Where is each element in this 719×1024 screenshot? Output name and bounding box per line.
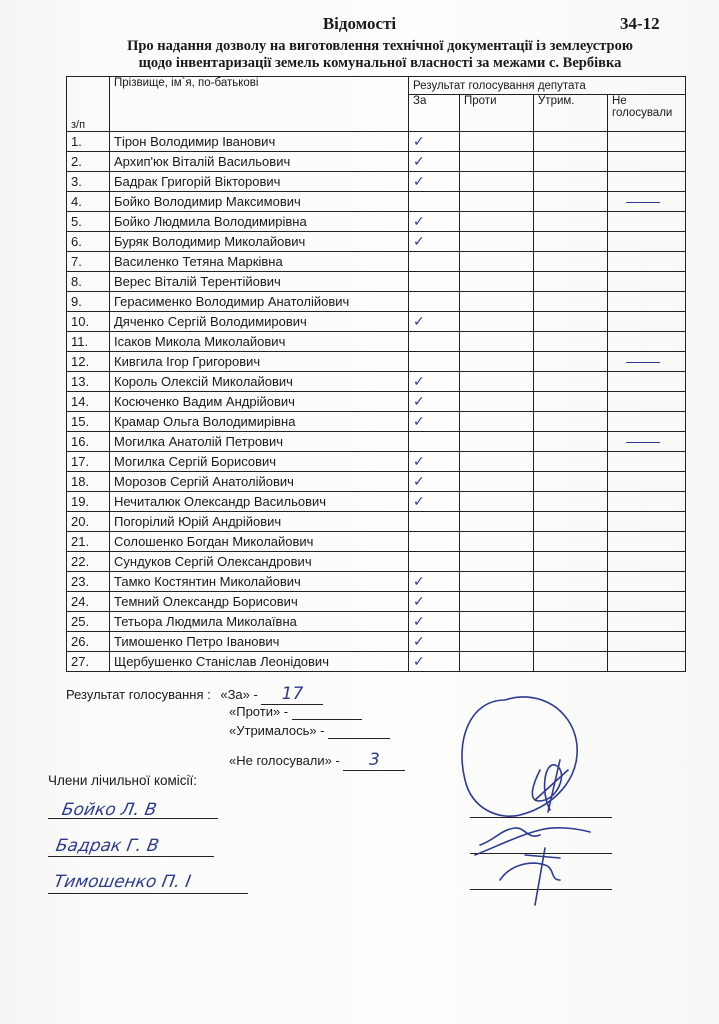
- row-name: Тетьора Людмила Миколаївна: [110, 612, 409, 632]
- row-number: 22.: [67, 552, 110, 572]
- check-mark-icon: ✓: [413, 613, 425, 630]
- row-name: Ісаков Микола Миколайович: [110, 332, 409, 352]
- check-mark-icon: ✓: [413, 453, 425, 470]
- result-abstain-label: «Утрималось» -: [229, 723, 325, 738]
- check-mark-icon: ✓: [413, 493, 425, 510]
- row-number: 6.: [67, 232, 110, 252]
- row-number: 9.: [67, 292, 110, 312]
- row-name: Архип'юк Віталій Васильович: [110, 152, 409, 172]
- row-number: 15.: [67, 412, 110, 432]
- row-number: 19.: [67, 492, 110, 512]
- row-name: Бойко Володимир Максимович: [110, 192, 409, 212]
- signature-chair: [462, 697, 577, 816]
- row-number: 14.: [67, 392, 110, 412]
- subtitle-line-2: щодо інвентаризації земель комунальної власності за межами с. Вербівка: [138, 55, 622, 71]
- result-for-value: 17: [261, 684, 323, 705]
- row-number: 17.: [67, 452, 110, 472]
- result-not-voted-label: «Не голосували» -: [229, 753, 340, 768]
- row-number: 13.: [67, 372, 110, 392]
- row-name: Косюченко Вадим Андрійович: [110, 392, 409, 412]
- row-name: Тірон Володимир Іванович: [110, 132, 409, 152]
- row-name: Герасименко Володимир Анатолійович: [110, 292, 409, 312]
- row-name: Бойко Людмила Володимирівна: [110, 212, 409, 232]
- row-name: Дяченко Сергій Володимирович: [110, 312, 409, 332]
- row-number: 26.: [67, 632, 110, 652]
- result-against-label: «Проти» -: [229, 704, 289, 719]
- col-header-against: Проти: [460, 95, 534, 132]
- signature-member-2: [475, 828, 590, 855]
- check-mark-icon: ✓: [413, 233, 425, 250]
- row-name: Верес Віталій Терентійович: [110, 272, 409, 292]
- col-header-for: За: [409, 95, 460, 132]
- check-mark-icon: ✓: [413, 633, 425, 650]
- signature-member-3: [500, 848, 560, 905]
- col-header-result: Результат голосування депутата: [409, 77, 686, 95]
- row-name: Василенко Тетяна Марківна: [110, 252, 409, 272]
- check-mark-icon: ✓: [413, 653, 425, 670]
- row-number: 24.: [67, 592, 110, 612]
- document-number: 34-12: [620, 14, 660, 33]
- check-mark-icon: ✓: [413, 573, 425, 590]
- row-name: Темний Олександр Борисович: [110, 592, 409, 612]
- row-name: Погорілий Юрій Андрійович: [110, 512, 409, 532]
- row-number: 11.: [67, 332, 110, 352]
- commission-member-1: Бойко Л. В: [60, 800, 159, 820]
- subtitle-line-1: Про надання дозволу на виготовлення технічної документації із землеустрою: [127, 38, 633, 54]
- col-header-number: з/п: [67, 77, 110, 132]
- row-number: 10.: [67, 312, 110, 332]
- row-number: 21.: [67, 532, 110, 552]
- result-title: Результат голосування :: [66, 687, 211, 702]
- check-mark-icon: ✓: [413, 173, 425, 190]
- check-mark-icon: ✓: [413, 213, 425, 230]
- row-number: 2.: [67, 152, 110, 172]
- row-name: Бадрак Григорій Вікторович: [110, 172, 409, 192]
- check-mark-icon: ✓: [413, 153, 425, 170]
- row-name: Солошенко Богдан Миколайович: [110, 532, 409, 552]
- row-number: 8.: [67, 272, 110, 292]
- row-name: Король Олексій Миколайович: [110, 372, 409, 392]
- row-number: 23.: [67, 572, 110, 592]
- row-name: Могилка Сергій Борисович: [110, 452, 409, 472]
- row-name: Могилка Анатолій Петрович: [110, 432, 409, 452]
- col-header-not-voted: Не голосували: [608, 95, 686, 132]
- result-for-label: «За» -: [220, 687, 258, 702]
- check-mark-icon: ✓: [413, 593, 425, 610]
- commission-member-2: Бадрак Г. В: [54, 836, 161, 856]
- row-name: Морозов Сергій Анатолійович: [110, 472, 409, 492]
- row-name: Щербушенко Станіслав Леонідович: [110, 652, 409, 672]
- result-not-voted-value: 3: [343, 750, 405, 771]
- row-number: 4.: [67, 192, 110, 212]
- row-number: 7.: [67, 252, 110, 272]
- commission-title: Члени лічильної комісії:: [48, 773, 198, 788]
- check-mark-icon: ✓: [413, 413, 425, 430]
- commission-member-3: Тимошенко П. І: [52, 872, 193, 892]
- row-name: Крамар Ольга Володимирівна: [110, 412, 409, 432]
- row-number: 27.: [67, 652, 110, 672]
- check-mark-icon: ✓: [413, 473, 425, 490]
- check-mark-icon: ✓: [413, 373, 425, 390]
- row-number: 12.: [67, 352, 110, 372]
- row-number: 3.: [67, 172, 110, 192]
- check-mark-icon: ✓: [413, 133, 425, 150]
- check-mark-icon: ✓: [413, 393, 425, 410]
- row-number: 18.: [67, 472, 110, 492]
- row-name: Буряк Володимир Миколайович: [110, 232, 409, 252]
- row-name: Тимошенко Петро Іванович: [110, 632, 409, 652]
- row-number: 20.: [67, 512, 110, 532]
- document-title: Відомості: [322, 14, 397, 33]
- col-header-name: Прізвище, ім`я, по-батькові: [110, 77, 409, 132]
- row-number: 1.: [67, 132, 110, 152]
- col-header-abstain: Утрим.: [534, 95, 608, 132]
- row-name: Кивгила Ігор Григорович: [110, 352, 409, 372]
- row-name: Сундуков Сергій Олександрович: [110, 552, 409, 572]
- row-name: Тамко Костянтин Миколайович: [110, 572, 409, 592]
- check-mark-icon: ✓: [413, 313, 425, 330]
- row-number: 16.: [67, 432, 110, 452]
- row-name: Нечиталюк Олександр Васильович: [110, 492, 409, 512]
- row-number: 25.: [67, 612, 110, 632]
- row-number: 5.: [67, 212, 110, 232]
